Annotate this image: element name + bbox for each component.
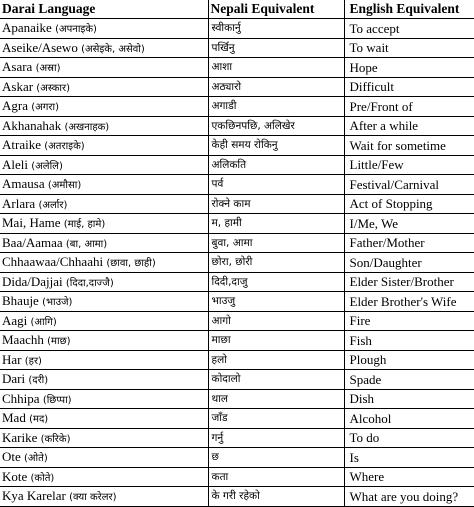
nepali-equivalent-cell: आगो bbox=[208, 311, 344, 331]
nepali-equivalent-cell: दिदी,दाजु bbox=[208, 272, 344, 292]
darai-term-devanagari: (अलेलि) bbox=[31, 160, 63, 172]
nepali-equivalent-cell: गर्नु bbox=[208, 428, 344, 448]
table-row bbox=[0, 292, 474, 312]
table-body bbox=[0, 19, 474, 507]
darai-term-cell bbox=[0, 58, 208, 78]
table-row bbox=[0, 487, 474, 507]
darai-term-cell bbox=[0, 214, 208, 234]
table-row bbox=[0, 409, 474, 429]
darai-term-cell bbox=[0, 370, 208, 390]
darai-term-devanagari: (दरी) bbox=[28, 375, 49, 387]
darai-term-cell bbox=[0, 272, 208, 292]
darai-term: Bhauje bbox=[2, 293, 39, 309]
darai-term-cell bbox=[0, 175, 208, 195]
nepali-equivalent-cell: भाउजु bbox=[208, 292, 344, 312]
english-equivalent-cell: To wait bbox=[344, 38, 474, 58]
nepali-equivalent-cell: रोक्ने काम bbox=[208, 194, 344, 214]
table-row bbox=[0, 175, 474, 195]
darai-term-devanagari: (अखनाहक) bbox=[64, 121, 110, 133]
darai-term-cell bbox=[0, 409, 208, 429]
table-row bbox=[0, 77, 474, 97]
darai-term: Mai, Hame bbox=[2, 215, 61, 231]
nepali-equivalent-cell: छ bbox=[208, 448, 344, 468]
english-equivalent-cell: Little/Few bbox=[344, 155, 474, 175]
english-equivalent-cell: Wait for sometime bbox=[344, 136, 474, 156]
darai-term-devanagari: (ओते) bbox=[24, 453, 48, 465]
nepali-equivalent-cell: पर्व bbox=[208, 175, 344, 195]
nepali-equivalent-cell: छोरा, छोरी bbox=[208, 253, 344, 273]
darai-term-devanagari: (हर) bbox=[24, 355, 42, 367]
darai-term: Akhanahak bbox=[2, 117, 62, 133]
table-row bbox=[0, 194, 474, 214]
english-equivalent-cell: To accept bbox=[344, 19, 474, 39]
table-row bbox=[0, 311, 474, 331]
darai-term-devanagari: (क्या करेलर) bbox=[69, 492, 117, 504]
nepali-equivalent-cell: थाल bbox=[208, 389, 344, 409]
darai-term-devanagari: (दिदा,दाज्जै) bbox=[65, 277, 114, 289]
darai-term-cell bbox=[0, 331, 208, 351]
darai-term-cell bbox=[0, 116, 208, 136]
nepali-equivalent-cell: केही समय रोकिनु bbox=[208, 136, 344, 156]
english-equivalent-cell: Where bbox=[344, 467, 474, 487]
table-row bbox=[0, 116, 474, 136]
darai-term-devanagari: (माई, हामे) bbox=[63, 219, 106, 231]
darai-term: Aagi bbox=[2, 312, 28, 328]
darai-term: Har bbox=[2, 351, 22, 367]
table-row bbox=[0, 448, 474, 468]
darai-term-cell bbox=[0, 38, 208, 58]
nepali-equivalent-cell: के गरी रहेको bbox=[208, 487, 344, 507]
darai-term-cell bbox=[0, 428, 208, 448]
darai-term-devanagari: (असेइके, असेवो) bbox=[81, 43, 145, 55]
darai-term-cell bbox=[0, 155, 208, 175]
darai-term: Maachh bbox=[2, 332, 44, 348]
nepali-equivalent-cell: हलो bbox=[208, 350, 344, 370]
table-row bbox=[0, 155, 474, 175]
table-row bbox=[0, 331, 474, 351]
table-row bbox=[0, 38, 474, 58]
darai-term-cell bbox=[0, 97, 208, 117]
darai-term-devanagari: (अस्रा) bbox=[35, 63, 61, 75]
table-row bbox=[0, 467, 474, 487]
english-equivalent-cell: Fish bbox=[344, 331, 474, 351]
darai-term-cell bbox=[0, 19, 208, 39]
english-equivalent-cell: Is bbox=[344, 448, 474, 468]
darai-term-devanagari: (भाउजे) bbox=[42, 297, 73, 309]
nepali-equivalent-cell: अठ्यारो bbox=[208, 77, 344, 97]
english-equivalent-cell: I/Me, We bbox=[344, 214, 474, 234]
table-row bbox=[0, 136, 474, 156]
nepali-equivalent-cell: स्वीकार्नु bbox=[208, 19, 344, 39]
table-row bbox=[0, 272, 474, 292]
darai-term-cell bbox=[0, 194, 208, 214]
nepali-equivalent-cell: पर्खिनु bbox=[208, 38, 344, 58]
english-equivalent-cell: Plough bbox=[344, 350, 474, 370]
english-equivalent-cell: After a while bbox=[344, 116, 474, 136]
english-equivalent-cell: What are you doing? bbox=[344, 487, 474, 507]
darai-term-devanagari: (करिके) bbox=[40, 433, 71, 445]
darai-term-cell bbox=[0, 311, 208, 331]
darai-term: Aleli bbox=[2, 156, 28, 172]
darai-term: Kote bbox=[2, 468, 28, 484]
table-row bbox=[0, 428, 474, 448]
darai-term-cell bbox=[0, 467, 208, 487]
table-row bbox=[0, 389, 474, 409]
header-english-equivalent: English Equivalent bbox=[344, 0, 474, 19]
nepali-equivalent-cell: कता bbox=[208, 467, 344, 487]
english-equivalent-cell: Elder Brother's Wife bbox=[344, 292, 474, 312]
table-row bbox=[0, 253, 474, 273]
english-equivalent-cell: Alcohol bbox=[344, 409, 474, 429]
english-equivalent-cell: Father/Mother bbox=[344, 233, 474, 253]
darai-term: Dari bbox=[2, 371, 26, 387]
english-equivalent-cell: Son/Daughter bbox=[344, 253, 474, 273]
darai-term: Mad bbox=[2, 410, 26, 426]
table-row bbox=[0, 370, 474, 390]
english-equivalent-cell: Pre/Front of bbox=[344, 97, 474, 117]
english-equivalent-cell: Hope bbox=[344, 58, 474, 78]
darai-term-devanagari: (अमौसा) bbox=[47, 180, 82, 192]
darai-term: Chhipa bbox=[2, 390, 40, 406]
table-row bbox=[0, 58, 474, 78]
header-nepali-equivalent: Nepali Equivalent bbox=[208, 0, 344, 19]
table-row bbox=[0, 214, 474, 234]
darai-term: Amausa bbox=[2, 176, 45, 192]
darai-term: Arlara bbox=[2, 195, 36, 211]
darai-term: Karike bbox=[2, 429, 38, 445]
darai-term-devanagari: (आगि) bbox=[30, 316, 57, 328]
nepali-equivalent-cell: अलिकति bbox=[208, 155, 344, 175]
darai-term: Kya Karelar bbox=[2, 488, 66, 504]
table-row bbox=[0, 97, 474, 117]
darai-term-devanagari: (अस्कार) bbox=[36, 82, 70, 94]
english-equivalent-cell: Elder Sister/Brother bbox=[344, 272, 474, 292]
english-equivalent-cell: Spade bbox=[344, 370, 474, 390]
darai-term-cell bbox=[0, 448, 208, 468]
nepali-equivalent-cell: म, हामी bbox=[208, 214, 344, 234]
english-equivalent-cell: Act of Stopping bbox=[344, 194, 474, 214]
table-row bbox=[0, 350, 474, 370]
darai-term: Chhaawaa/Chhaahi bbox=[2, 254, 104, 270]
nepali-equivalent-cell: आशा bbox=[208, 58, 344, 78]
english-equivalent-cell: Fire bbox=[344, 311, 474, 331]
darai-term-cell bbox=[0, 136, 208, 156]
darai-term-cell bbox=[0, 233, 208, 253]
darai-term-devanagari: (माछ) bbox=[47, 336, 71, 348]
darai-term-devanagari: (मद) bbox=[29, 414, 49, 426]
english-equivalent-cell: Dish bbox=[344, 389, 474, 409]
nepali-equivalent-cell: अगाडी bbox=[208, 97, 344, 117]
darai-term: Aseike/Asewo bbox=[2, 39, 78, 55]
nepali-equivalent-cell: माछा bbox=[208, 331, 344, 351]
darai-term: Apanaike bbox=[2, 20, 52, 36]
darai-term-devanagari: (अगरा) bbox=[31, 102, 60, 114]
table-row bbox=[0, 233, 474, 253]
nepali-equivalent-cell: बुवा, आमा bbox=[208, 233, 344, 253]
darai-term-devanagari: (अपनाइके) bbox=[55, 24, 97, 36]
darai-term: Ote bbox=[2, 449, 21, 465]
darai-term-cell bbox=[0, 389, 208, 409]
darai-term: Dida/Dajjai bbox=[2, 273, 63, 289]
darai-term: Asara bbox=[2, 59, 33, 75]
darai-term-cell bbox=[0, 292, 208, 312]
english-equivalent-cell: Difficult bbox=[344, 77, 474, 97]
table-header-row bbox=[0, 0, 474, 19]
nepali-equivalent-cell: एकछिनपछि, अलिखेर bbox=[208, 116, 344, 136]
darai-term: Baa/Aamaa bbox=[2, 234, 63, 250]
darai-term-devanagari: (अतराइके) bbox=[44, 141, 85, 153]
nepali-equivalent-cell: जाँड bbox=[208, 409, 344, 429]
english-equivalent-cell: Festival/Carnival bbox=[344, 175, 474, 195]
darai-term-devanagari: (अर्लार) bbox=[38, 199, 68, 211]
darai-term-devanagari: (कोते) bbox=[30, 472, 55, 484]
darai-term-cell bbox=[0, 487, 208, 507]
darai-term-devanagari: (बा, आमा) bbox=[65, 238, 108, 250]
darai-term-cell bbox=[0, 77, 208, 97]
darai-term-cell bbox=[0, 253, 208, 273]
table-row bbox=[0, 19, 474, 39]
darai-term: Atraike bbox=[2, 137, 41, 153]
english-equivalent-cell: To do bbox=[344, 428, 474, 448]
nepali-equivalent-cell: कोदालो bbox=[208, 370, 344, 390]
darai-term: Agra bbox=[2, 98, 28, 114]
header-darai-language: Darai Language bbox=[0, 0, 208, 19]
darai-term: Askar bbox=[2, 78, 34, 94]
darai-term-devanagari: (छावा, छाही) bbox=[106, 258, 156, 270]
darai-term-cell bbox=[0, 350, 208, 370]
darai-term-devanagari: (छिप्पा) bbox=[42, 394, 72, 406]
